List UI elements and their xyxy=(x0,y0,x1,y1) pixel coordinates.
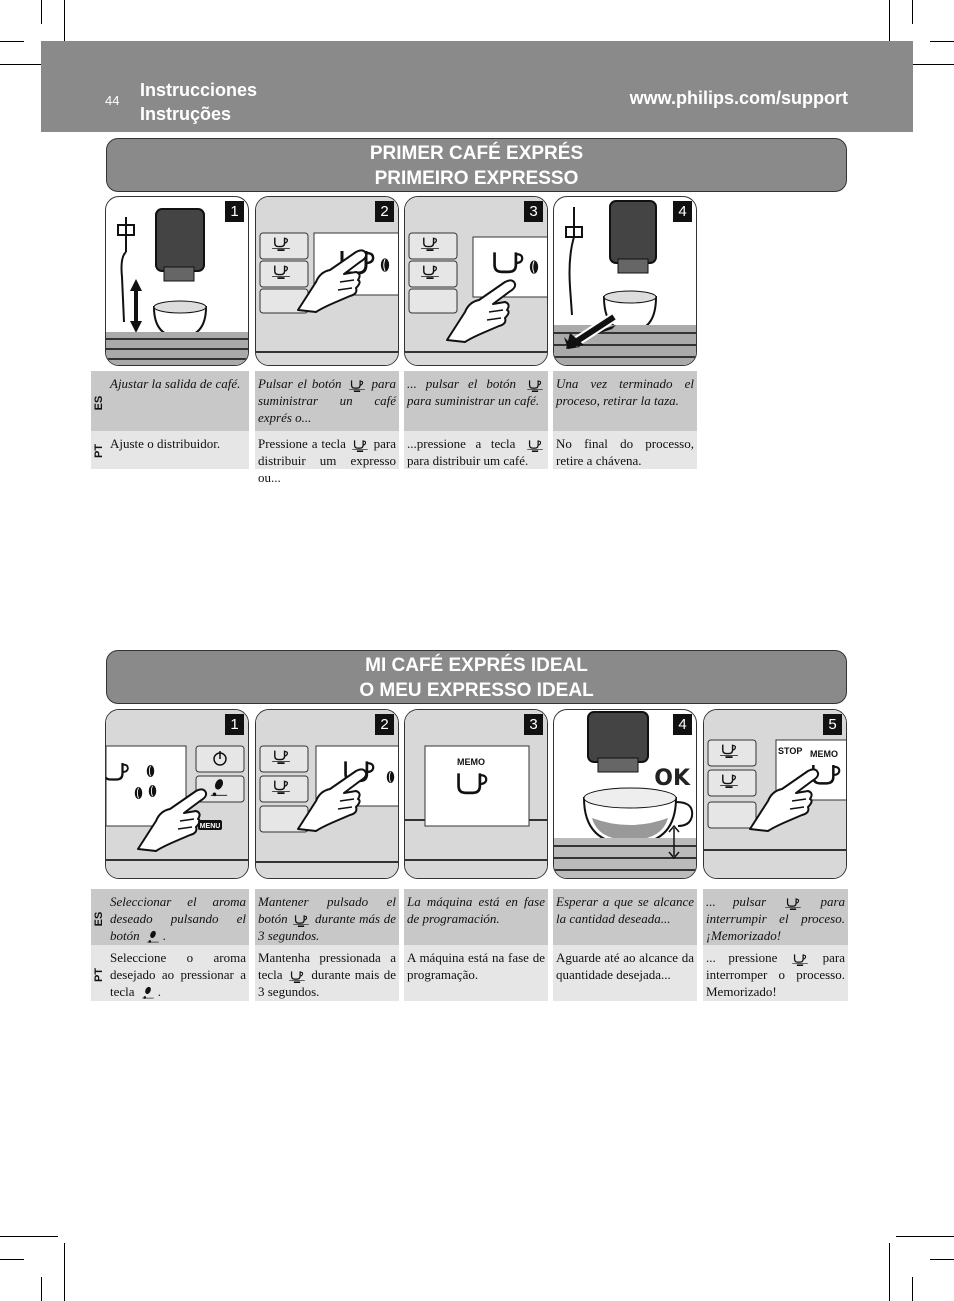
section-title-pt: PRIMEIRO EXPRESSO xyxy=(374,168,579,189)
step-number: 3 xyxy=(524,714,543,735)
step-text-pt: No final do processo, retire a chávena. xyxy=(553,431,697,469)
crop-mark xyxy=(930,41,954,42)
step-text-es: Ajustar la salida de café. xyxy=(107,371,249,431)
step-text-es xyxy=(255,889,399,945)
illustration-stop-memo xyxy=(703,709,847,879)
machine-dispenser-drawing xyxy=(106,197,249,366)
page-number: 44 xyxy=(105,93,120,108)
step-text-pt: A máquina está na fase de programação. xyxy=(404,945,548,1001)
crop-mark xyxy=(0,41,24,42)
step-text-es xyxy=(255,371,399,431)
memo-label: MEMO xyxy=(810,749,838,759)
step-text-es: Esperar a que se alcance la cantidad deseada... xyxy=(553,889,697,945)
support-url[interactable]: www.philips.com/support xyxy=(629,88,848,108)
ok-label: OK xyxy=(654,766,690,791)
step-text-pt: Aguarde até ao alcance da quantidade desejada... xyxy=(553,945,697,1001)
step-text-es-part: durante más de 3 segundos. xyxy=(258,911,397,944)
step-text-es-part: Seleccionar el aroma deseado pulsando el botón xyxy=(110,894,246,943)
control-panel-drawing xyxy=(256,710,399,879)
memo-label: MEMO xyxy=(457,757,485,767)
step-text-pt-part: para distribuir um expresso ou... xyxy=(258,436,396,486)
step-text-es-part: ... pulsar xyxy=(706,894,767,909)
crop-mark xyxy=(64,1243,65,1301)
step-text-es-part: . xyxy=(162,928,167,943)
step-text-es-part: para suministrar un café exprés o... xyxy=(258,376,397,426)
crop-mark xyxy=(889,1243,890,1301)
step-text-es: Una vez terminado el proceso, retirar la taza. xyxy=(553,371,697,431)
step-text-pt xyxy=(107,945,249,1001)
memo-cup-icon xyxy=(347,378,367,392)
aroma-bean-icon xyxy=(143,930,163,944)
control-panel-drawing xyxy=(256,197,399,366)
step-text-pt-part: Pressione a tecla xyxy=(258,436,346,451)
illustration-hold-cup-button xyxy=(255,709,399,879)
step-number: 2 xyxy=(375,714,394,735)
machine-remove-cup-drawing xyxy=(554,197,697,366)
memo-cup-icon xyxy=(291,913,311,927)
step-text-es xyxy=(703,889,848,945)
illustration-press-double-cup xyxy=(404,196,548,366)
page-title-es: Instrucciones xyxy=(140,80,258,100)
control-panel-drawing xyxy=(704,710,847,879)
step-text-pt xyxy=(703,945,848,1001)
crop-mark xyxy=(912,1277,913,1301)
step-text-es-part: para suministrar un café. xyxy=(407,393,540,409)
illustration-remove-cup xyxy=(553,196,697,366)
control-panel-drawing xyxy=(405,197,548,366)
section-title-ideal-espresso xyxy=(106,650,847,704)
section-title-es: MI CAFÉ EXPRÉS IDEAL xyxy=(365,655,588,676)
memo-cup-icon xyxy=(790,952,810,966)
step-text-pt xyxy=(404,431,548,469)
step-text-pt: Ajuste o distribuidor. xyxy=(107,431,249,469)
crop-mark xyxy=(912,0,913,24)
illustration-cup-filling xyxy=(553,709,697,879)
crop-mark xyxy=(0,1259,24,1260)
lang-label-es: ES xyxy=(91,889,107,945)
section-title-pt: O MEU EXPRESSO IDEAL xyxy=(359,680,594,701)
step-number: 2 xyxy=(375,201,394,222)
page-header xyxy=(41,41,913,132)
step-number: 5 xyxy=(823,714,842,735)
memo-cup-icon xyxy=(350,438,370,452)
memo-cup-icon xyxy=(525,438,545,452)
lang-label-pt: PT xyxy=(91,431,107,469)
step-number: 3 xyxy=(524,201,543,222)
crop-mark xyxy=(896,1236,954,1237)
step-text-pt xyxy=(255,945,399,1001)
step-text-pt-part: Seleccione o aroma desejado ao pressionar a tecla xyxy=(110,950,246,999)
memo-cup-icon xyxy=(525,378,545,392)
stop-label: STOP xyxy=(778,746,803,756)
page-title xyxy=(140,78,257,126)
step-number: 1 xyxy=(225,201,244,222)
step-number: 4 xyxy=(673,201,692,222)
aroma-bean-icon xyxy=(138,986,158,1000)
illustration-press-single-cup xyxy=(255,196,399,366)
step-text-es xyxy=(404,371,548,431)
page-title-pt: Instruções xyxy=(140,104,232,124)
step-text-pt-part: ... pressione xyxy=(706,950,778,965)
step-text-pt-part: Mantenha pressionada a tecla xyxy=(258,950,396,982)
illustration-adjust-dispenser xyxy=(105,196,249,366)
illustration-programming-screen xyxy=(404,709,548,879)
illustration-select-aroma xyxy=(105,709,249,879)
step-text-es-part: Mantener pulsado el botón xyxy=(258,894,396,926)
lang-label-pt: PT xyxy=(91,945,107,1001)
crop-mark xyxy=(41,1277,42,1301)
menu-label: MENU xyxy=(199,823,221,830)
step-text-es-part: ... pulsar el botón xyxy=(407,376,516,391)
crop-mark xyxy=(0,1236,58,1237)
step-text-es: La máquina está en fase de programación. xyxy=(404,889,548,945)
crop-mark xyxy=(41,0,42,24)
machine-cup-filling-drawing xyxy=(554,710,697,879)
section-title-first-espresso xyxy=(106,138,847,192)
display-drawing xyxy=(405,710,548,879)
step-text-es-part: Pulsar el botón xyxy=(258,376,342,391)
step-text-pt-part: para distribuir um café. xyxy=(407,453,529,469)
step-text-es xyxy=(107,889,249,945)
crop-mark xyxy=(930,1259,954,1260)
step-text-pt-part: . xyxy=(157,984,162,999)
step-text-pt-part: durante mais de 3 segundos. xyxy=(258,967,397,1000)
section-title-es: PRIMER CAFÉ EXPRÉS xyxy=(369,143,584,164)
step-number: 1 xyxy=(225,714,244,735)
lang-label-es: ES xyxy=(91,371,107,431)
step-text-pt-part: ...pressione a tecla xyxy=(407,436,516,451)
step-text-pt-part: para interromper o processo. Memorizado! xyxy=(706,950,846,1000)
control-panel-drawing xyxy=(106,710,249,879)
memo-cup-icon xyxy=(783,896,803,910)
memo-cup-icon xyxy=(287,969,307,983)
step-number: 4 xyxy=(673,714,692,735)
step-text-es-part: para interrumpir el proceso. ¡Memorizado! xyxy=(706,894,846,944)
step-text-pt xyxy=(255,431,399,486)
